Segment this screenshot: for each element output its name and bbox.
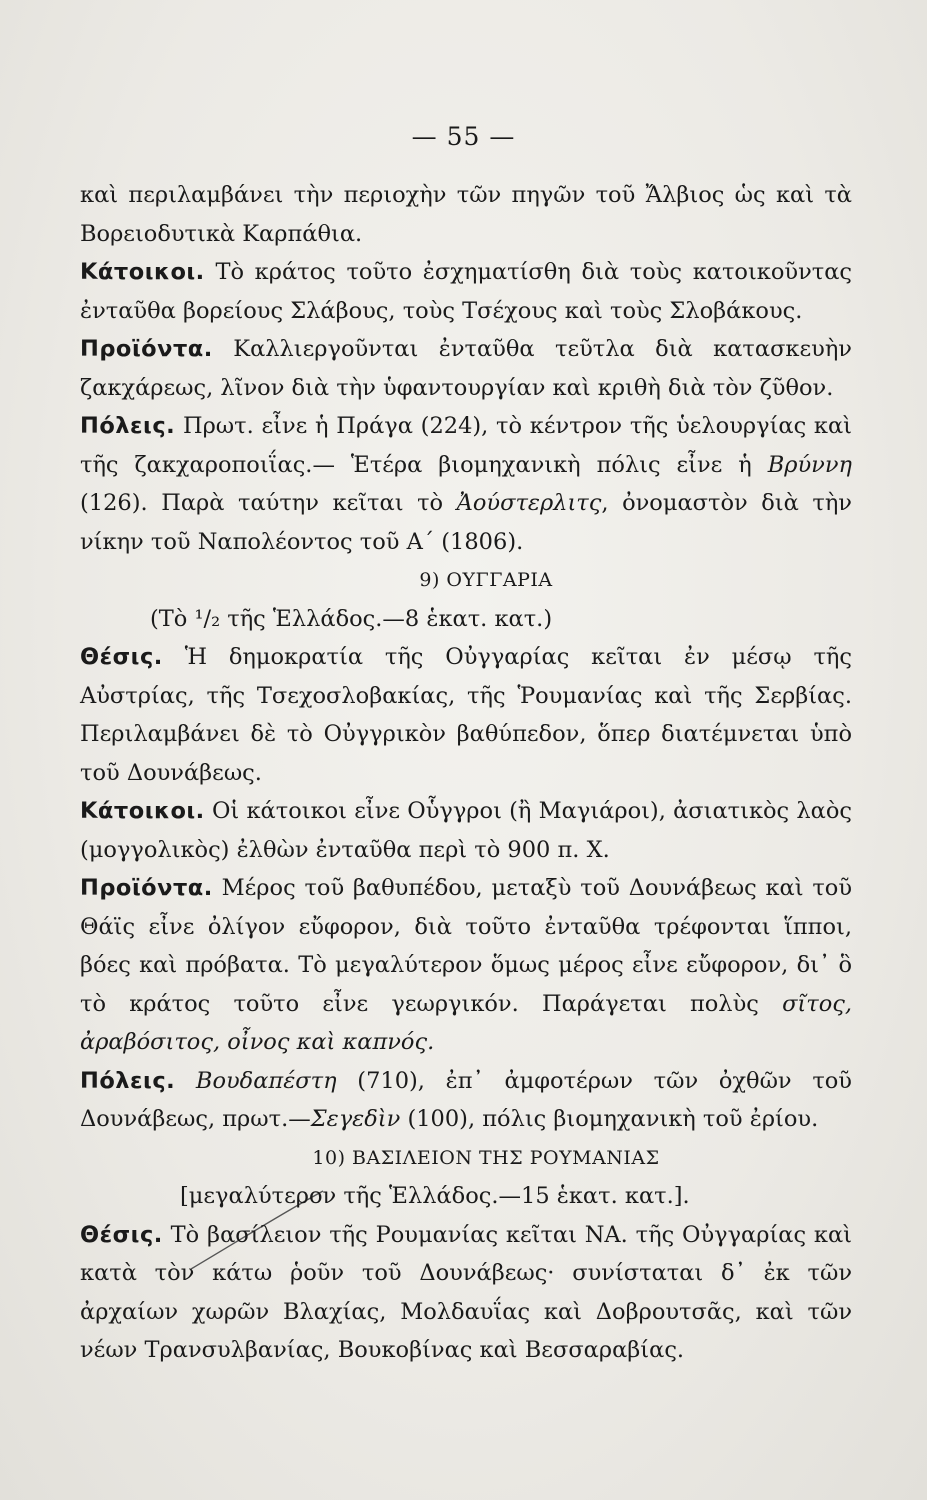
paragraph-text: , ὀνομαστὸν διὰ τὴν νίκην τοῦ Ναπολέοντος τοῦ Α΄ (1806).	[80, 490, 852, 555]
paragraph-products	[80, 330, 852, 407]
paragraph-products-hungary	[80, 869, 852, 1062]
paragraph-position	[80, 638, 852, 792]
paragraph-text: Καλλιεργοῦνται ἐνταῦθα τεῦτλα διὰ κατασκευὴν ζακχάρεως, λῖνον διὰ τὴν ὑφαντουργίαν καὶ κριθὴ διὰ τὸν ζῦθον.	[80, 336, 852, 401]
section-lead: Πόλεις.	[80, 1067, 176, 1094]
paragraph-text: (100), πόλις βιομηχανικὴ τοῦ ἐρίου.	[400, 1106, 819, 1132]
city-name: Ἀούστερλιτς	[456, 490, 602, 516]
section-subheading-romania: [μεγαλύτερον τῆς Ἑλλάδος.—15 ἑκατ. κατ.].	[180, 1183, 690, 1209]
paragraph-inhabitants	[80, 253, 852, 330]
paragraph-intro	[80, 176, 852, 253]
section-heading-romania: 10) ΒΑΣΙΛΕΙΟΝ ΤΗΣ ΡΟΥΜΑΝΙΑΣ	[312, 1146, 660, 1169]
city-name: Βρύννη	[767, 451, 852, 478]
section-subheading-hungary: (Τὸ ¹/₂ τῆς Ἑλλάδος.—8 ἑκατ. κατ.)	[150, 605, 553, 632]
paragraph-text: Οἱ κάτοικοι εἶνε Οὗγγροι (ἢ Μαγιάροι), ἀσιατικὸς λαὸς (μογγολικὸς) ἐλθὼν ἐνταῦθα περὶ τὸ 900 π. Χ.	[80, 798, 852, 863]
city-name: Βουδαπέστη	[195, 1067, 337, 1094]
section-lead: Κάτοικοι.	[80, 798, 205, 824]
section-lead: Θέσις.	[80, 1221, 163, 1248]
paragraph-text: Τὸ κράτος τοῦτο ἐσχηματίσθη διὰ τοὺς κατοικοῦντας ἐνταῦθα βορείους Σλάβους, τοὺς Τσέχους καὶ τοὺς Σλοβάκους.	[80, 259, 852, 324]
section-lead: Θέσις.	[80, 644, 163, 670]
paragraph-position-romania	[80, 1216, 852, 1370]
section-heading-hungary: 9) ΟΥΓΓΑΡΙΑ	[419, 569, 553, 591]
paragraph-text: Μέρος τοῦ βαθυπέδου, μεταξὺ τοῦ Δουνάβεως καὶ τοῦ Θάϊς εἶνε ὀλίγον εὔφορον, διὰ τοῦτο ἐνταῦθα τρέφονται ἵπποι, βόες καὶ πρόβατα. Τὸ μεγαλύτερον ὅμως μέρος εἶνε εὔφορον, δι᾽ ὃ τὸ κράτος τοῦτο εἶνε γεωργικόν. Παράγεται πολὺς	[80, 875, 852, 1017]
paragraph-text: καὶ περιλαμβάνει τὴν περιοχὴν τῶν πηγῶν τοῦ Ἄλβιος ὡς καὶ τὰ Βορειοδυτικὰ Καρπάθια.	[80, 182, 852, 247]
paragraph-text: Τὸ βασίλειον τῆς Ρουμανίας κεῖται ΝΑ. τῆς Οὐγγαρίας καὶ κατὰ τὸν κάτω ῥοῦν τοῦ Δουνάβεως· συνίσταται δ᾽ ἐκ τῶν ἀρχαίων χωρῶν Βλαχίας, Μολδαυΐας καὶ Δοβρουτσᾶς, καὶ τῶν νέων Τρανσυλβανίας, Βουκοβίνας καὶ Βεσσαραβίας.	[80, 1221, 852, 1363]
paragraph-cities	[80, 407, 852, 561]
page-text	[80, 176, 852, 1370]
paragraph-inhabitants-hungary	[80, 792, 852, 869]
crop-list: σῖτος, ἀραβόσιτος, οἶνος καὶ καπνός.	[80, 990, 852, 1055]
paragraph-text: (126). Παρὰ ταύτην κεῖται τὸ	[80, 490, 457, 516]
paragraph-text: Πρωτ. εἶνε ἡ Πράγα (224), τὸ κέντρον τῆς ὑελουργίας καὶ τῆς ζακχαροποιΐας.— Ἑτέρα βιομηχανικὴ πόλις εἶνε ἡ	[80, 413, 853, 478]
section-lead: Προϊόντα.	[80, 336, 213, 362]
section-lead: Προϊόντα.	[80, 875, 213, 901]
section-lead: Πόλεις.	[80, 413, 176, 439]
page-number: — 55 —	[411, 122, 516, 151]
paragraph-text: Ἡ δημοκρατία τῆς Οὐγγαρίας κεῖται ἐν μέσῳ τῆς Αὐστρίας, τῆς Τσεχοσλοβακίας, τῆς Ῥουμανίας καὶ τῆς Σερβίας. Περιλαμβάνει δὲ τὸ Οὐγγρικὸν βαθύπεδον, ὅπερ διατέμνεται ὑπὸ τοῦ Δουνάβεως.	[80, 644, 852, 786]
section-lead: Κάτοικοι.	[80, 259, 205, 285]
city-name: Σεγεδὶν	[310, 1106, 401, 1132]
paragraph-text: (710), ἐπ᾽ ἀμφοτέρων τῶν ὀχθῶν τοῦ Δουνάβεως, πρωτ.—	[80, 1067, 852, 1132]
paragraph-cities-hungary	[80, 1062, 852, 1139]
